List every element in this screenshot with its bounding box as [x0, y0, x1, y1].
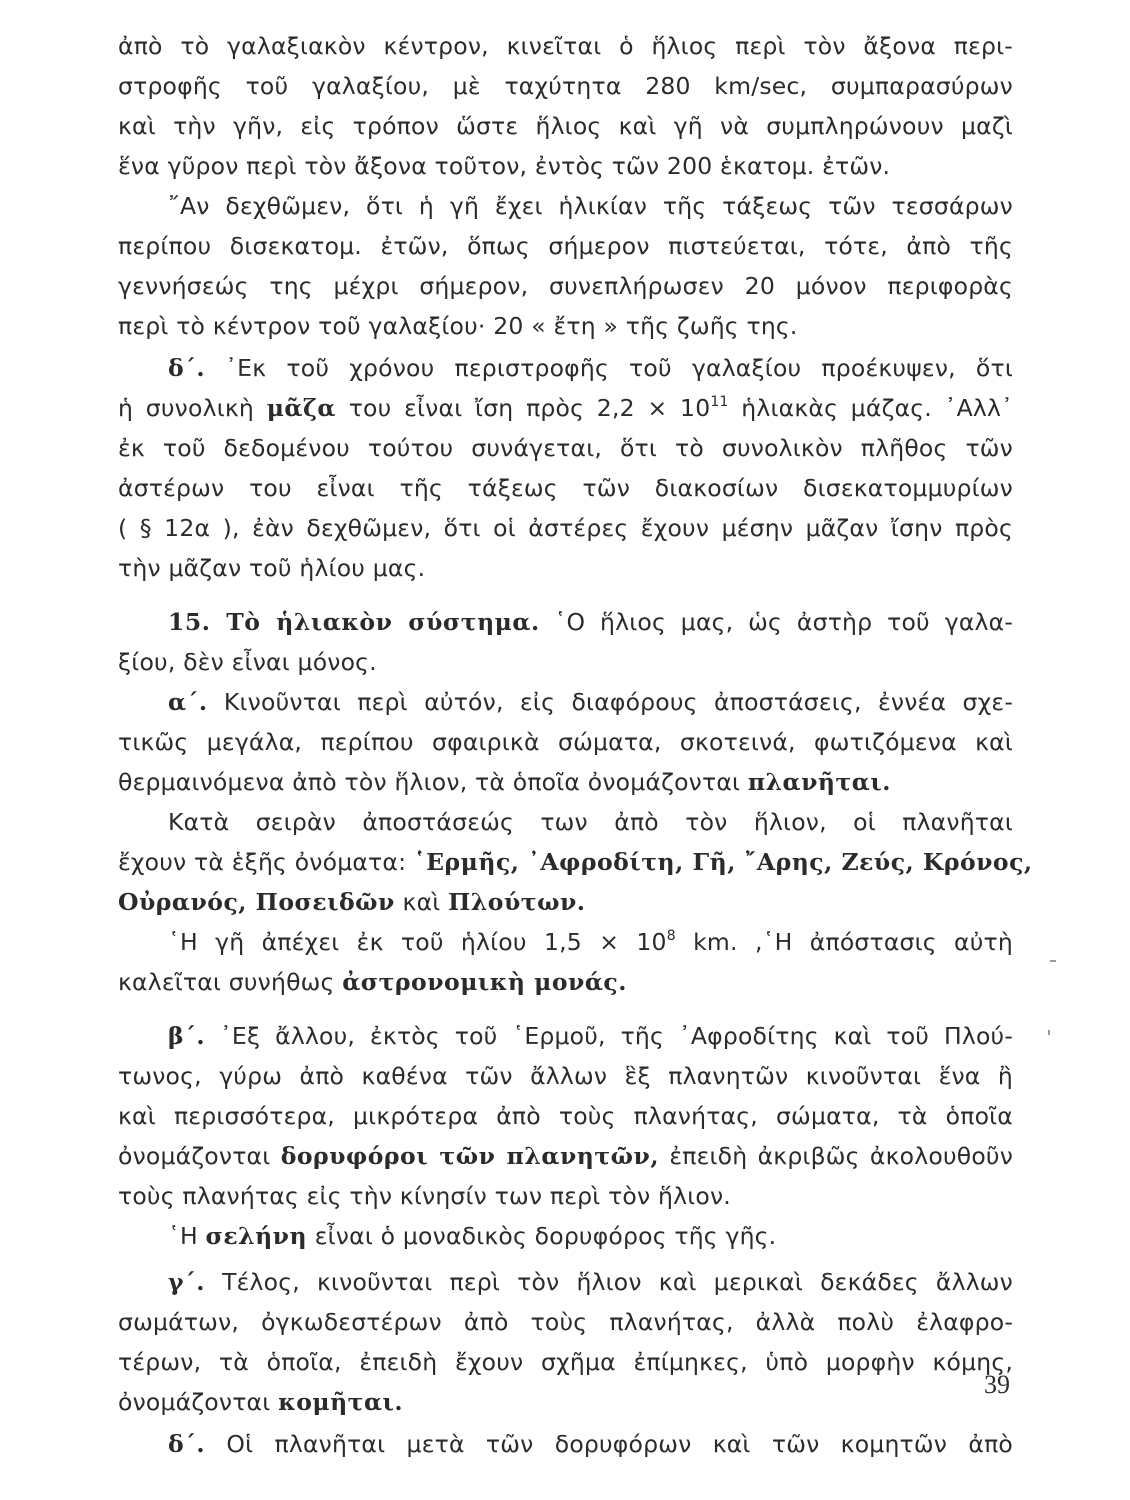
text-line	[168, 926, 1013, 958]
text-line: τοὺς πλανήτας εἰς τὴν κίνησίν των περὶ τὸν ἥλιον.	[118, 1182, 731, 1210]
text-line: περίπου δισεκατομ. ἐτῶν, ὅπως σήμερον πιστεύεται, τότε, ἀπὸ τῆς	[118, 232, 1013, 260]
scan-speck	[1050, 960, 1056, 962]
text-span: ᾿Εξ ἄλλου, ἐκτὸς τοῦ ῾Ερμοῦ, τῆς ᾿Αφροδίτης καὶ τοῦ Πλού-	[219, 1022, 1014, 1050]
text-span: Οἱ πλανῆται μετὰ τῶν δορυφόρων καὶ τῶν κομητῶν ἀπὸ	[226, 1430, 1014, 1458]
text-span: θερμαινόμενα ἀπὸ τὸν ἥλιον, τὰ ὁποῖα ὀνομάζονται	[118, 768, 741, 796]
paragraph-delta-second-first-line	[168, 1428, 1013, 1460]
section-heading-line	[168, 606, 1013, 638]
paragraph-gamma-first-line	[168, 1266, 1013, 1298]
text-line: ἕνα γῦρον περὶ τὸν ἄξονα τοῦτον, ἐντὸς τῶν 200 ἑκατομ. ἐτῶν.	[118, 152, 891, 180]
term-comets: κομῆται.	[278, 1388, 404, 1416]
text-span: ἔχουν τὰ ἑξῆς ὀνόματα:	[118, 848, 407, 876]
text-line: ξίου, δὲν εἶναι μόνος.	[118, 648, 377, 676]
text-line: καὶ τὴν γῆν, εἰς τρόπον ὥστε ἥλιος καὶ γῆ νὰ συμπληρώνουν μαζὶ	[118, 112, 1013, 140]
item-marker-delta: δ΄.	[168, 354, 206, 382]
term-astronomical-unit: ἀστρονομικὴ μονάς.	[342, 968, 627, 996]
text-line: ( § 12α ), ἐὰν δεχθῶμεν, ὅτι οἱ ἀστέρες ἔχουν μέσην μᾶζαν ἴσην πρὸς	[118, 514, 1013, 542]
text-span: ἡ συνολικὴ	[118, 394, 254, 422]
exponent: 11	[710, 394, 729, 410]
paragraph-alpha-first-line	[168, 686, 1013, 718]
text-span: ὀνομάζονται	[118, 1388, 271, 1416]
text-line: σωμάτων, ὀγκωδεστέρων ἀπὸ τοὺς πλανήτας, ἀλλὰ πολὺ ἐλαφρο-	[118, 1308, 1013, 1336]
text-line	[168, 1220, 1013, 1252]
text-span: καλεῖται συνήθως	[118, 968, 335, 996]
text-line: Κατὰ σειρὰν ἀποστάσεώς των ἀπὸ τὸν ἥλιον, οἱ πλανῆται	[168, 808, 1013, 836]
term-planets: πλανῆται.	[747, 768, 891, 796]
text-span: ῾Η γῆ ἀπέχει ἐκ τοῦ ἡλίου 1,5 × 10	[168, 928, 667, 956]
text-span: km. ,῾Η ἀπόστασις αὐτὴ	[693, 928, 1013, 956]
text-line: ἀπὸ τὸ γαλαξιακὸν κέντρον, κινεῖται ὁ ἥλιος περὶ τὸν ἄξονα περι-	[118, 32, 1013, 60]
text-span: ἡλιακὰς μάζας. ᾿Αλλ᾿	[741, 394, 1014, 422]
text-line: ἐκ τοῦ δεδομένου τούτου συνάγεται, ὅτι τὸ συνολικὸν πλῆθος τῶν	[118, 434, 1013, 462]
text-span: Τέλος, κινοῦνται περὶ τὸν ἥλιον καὶ μερικαὶ δεκάδες ἄλλων	[222, 1268, 1014, 1296]
exponent: 8	[666, 928, 676, 944]
book-page	[118, 30, 1033, 1470]
text-line: στροφῆς τοῦ γαλαξίου, μὲ ταχύτητα 280 km/sec, συμπαρασύρων	[118, 72, 1013, 100]
text-line: ἀστέρων του εἶναι τῆς τάξεως τῶν διακοσίων δισεκατομμυρίων	[118, 474, 1013, 502]
text-span: ᾿Εκ τοῦ χρόνου περιστροφῆς τοῦ γαλαξίου προέκυψεν, ὅτι	[225, 354, 1014, 382]
item-marker-alpha: α΄.	[168, 688, 208, 716]
text-line: καὶ περισσότερα, μικρότερα ἀπὸ τοὺς πλανήτας, σώματα, τὰ ὁποῖα	[118, 1102, 1013, 1130]
text-line	[118, 1386, 1013, 1418]
text-line	[118, 766, 1013, 798]
item-marker-beta: β΄.	[168, 1022, 206, 1050]
scan-speck	[1048, 1030, 1050, 1035]
text-span: ῾Η	[168, 1222, 198, 1250]
item-marker-gamma: γ΄.	[168, 1268, 205, 1296]
page-number: 39	[984, 1370, 1010, 1399]
text-line	[118, 886, 1013, 918]
term-mass: μᾶζα	[266, 394, 336, 422]
planet-name-pluto: Πλούτων.	[448, 888, 586, 916]
text-line	[118, 1140, 1013, 1172]
paragraph-beta-first-line	[168, 1020, 1013, 1052]
planet-names: ῾Ερμῆς, ᾿Αφροδίτη, Γῆ, ῎Αρης, Ζεύς, Κρόνος,	[413, 848, 1033, 876]
text-line: γεννήσεώς της μέχρι σήμερον, συνεπλήρωσεν 20 μόνον περιφορὰς	[118, 272, 1013, 300]
item-marker-delta: δ΄.	[168, 1430, 206, 1458]
section-heading: 15. Τὸ ἡλιακὸν σύστημα.	[168, 608, 540, 636]
text-line: τέρων, τὰ ὁποῖα, ἐπειδὴ ἔχουν σχῆμα ἐπίμηκες, ὑπὸ μορφὴν κόμης,	[118, 1348, 1013, 1376]
text-span: καὶ	[402, 888, 441, 916]
text-span: ἐπειδὴ ἀκριβῶς ἀκολουθοῦν	[669, 1142, 1014, 1170]
text-span: ῾Ο ἥλιος μας, ὡς ἀστὴρ τοῦ γαλα-	[554, 608, 1013, 636]
text-line	[118, 966, 1013, 998]
text-line: τικῶς μεγάλα, περίπου σφαιρικὰ σώματα, σκοτεινά, φωτιζόμενα καὶ	[118, 728, 1013, 756]
text-span: Κινοῦνται περὶ αὐτόν, εἰς διαφόρους ἀποστάσεις, ἐννέα σχε-	[223, 688, 1014, 716]
term-moon: σελήνη	[205, 1222, 308, 1250]
text-line	[118, 392, 1013, 424]
text-span: ὀνομάζονται	[118, 1142, 271, 1170]
text-span: του εἶναι ἴση πρὸς 2,2 × 10	[348, 394, 711, 422]
text-line	[118, 846, 1033, 878]
text-span: εἶναι ὁ μοναδικὸς δορυφόρος τῆς γῆς.	[314, 1222, 777, 1250]
text-line: ῎Αν δεχθῶμεν, ὅτι ἡ γῆ ἔχει ἡλικίαν τῆς τάξεως τῶν τεσσάρων	[168, 192, 1013, 220]
paragraph-delta-first-line	[168, 352, 1013, 384]
planet-names: Οὐρανός, Ποσειδῶν	[118, 888, 395, 916]
text-line: τὴν μᾶζαν τοῦ ἡλίου μας.	[118, 554, 426, 582]
term-satellites: δορυφόροι τῶν πλανητῶν,	[280, 1142, 660, 1170]
text-line: τωνος, γύρω ἀπὸ καθένα τῶν ἄλλων ἓξ πλανητῶν κινοῦνται ἕνα ἢ	[118, 1062, 1013, 1090]
text-line: περὶ τὸ κέντρον τοῦ γαλαξίου· 20 « ἔτη » τῆς ζωῆς της.	[118, 312, 798, 340]
